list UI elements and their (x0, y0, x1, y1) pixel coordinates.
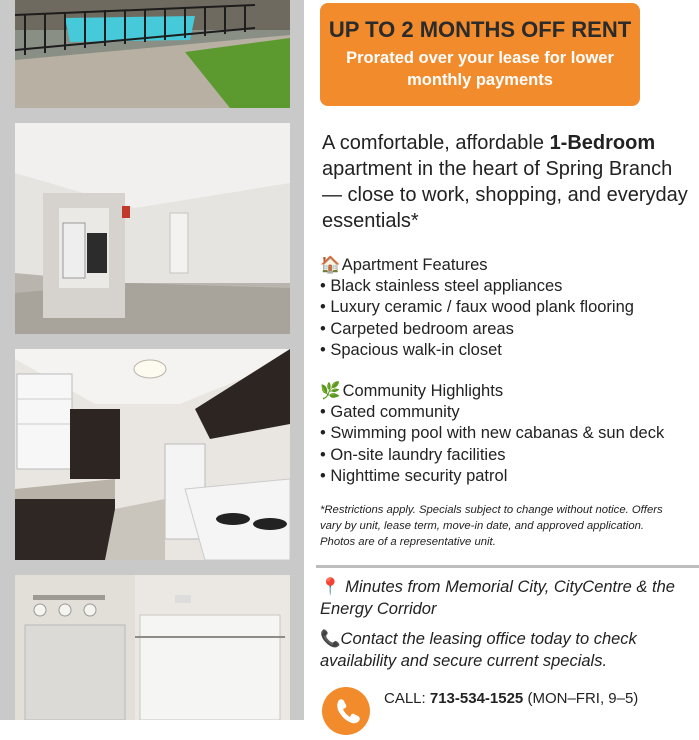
features-section (320, 255, 699, 361)
office-hours: (MON–FRI, 9–5) (523, 690, 639, 707)
pool-photo (15, 0, 290, 108)
house-icon: 🏠 (320, 256, 341, 274)
features-heading-text: Apartment Features (341, 256, 488, 274)
list-item: • Swimming pool with new cabanas & sun deck (320, 423, 699, 444)
contact-line (320, 628, 695, 672)
phone-number[interactable]: 713-534-1525 (429, 690, 524, 707)
list-item: • Spacious walk-in closet (320, 340, 699, 361)
community-heading (320, 381, 699, 402)
living-room-photo (15, 123, 290, 334)
community-heading-text: Community Highlights (342, 382, 504, 400)
list-item: • On-site laundry facilities (320, 445, 699, 466)
restrictions-note: *Restrictions apply. Specials subject to change without notice. Offers vary by unit, lease term, move-in date, and approved application. Photos are of a representative unit. (320, 504, 663, 548)
intro-after: apartment in the heart of Spring Branch — close to work, shopping, and everyday essentials* (322, 158, 688, 232)
community-section (320, 381, 699, 487)
photo-column (0, 0, 304, 720)
contact-text: Contact the leasing office today to check availability and secure current specials. (320, 630, 637, 670)
location-line (320, 576, 695, 620)
intro-text (322, 130, 694, 234)
list-item: • Black stainless steel appliances (320, 276, 699, 297)
plant-icon: 🌿 (320, 382, 341, 400)
list-item: • Carpeted bedroom areas (320, 319, 699, 340)
location-text: Minutes from Memorial City, CityCentre & the Energy Corridor (320, 578, 675, 618)
kitchen-photo (15, 349, 290, 560)
bathroom-photo (15, 575, 290, 720)
map-pin-icon: 📍 (320, 578, 341, 596)
promo-subtitle: Prorated over your lease for lower monthly payments (346, 49, 614, 89)
promo-banner (320, 3, 640, 106)
divider (316, 565, 699, 568)
phone-icon: 📞 (320, 630, 341, 648)
phone-call-icon[interactable] (322, 687, 370, 735)
list-item: • Nighttime security patrol (320, 466, 699, 487)
intro-highlight: 1-Bedroom (549, 132, 656, 154)
list-item: • Luxury ceramic / faux wood plank flooring (320, 297, 699, 318)
call-label: CALL: (384, 690, 430, 707)
intro-before: A comfortable, affordable (322, 132, 550, 154)
promo-title: UP TO 2 MONTHS OFF RENT (328, 17, 632, 42)
features-heading (320, 255, 699, 276)
list-item: • Gated community (320, 402, 699, 423)
call-line (384, 690, 638, 707)
info-column (304, 0, 699, 720)
